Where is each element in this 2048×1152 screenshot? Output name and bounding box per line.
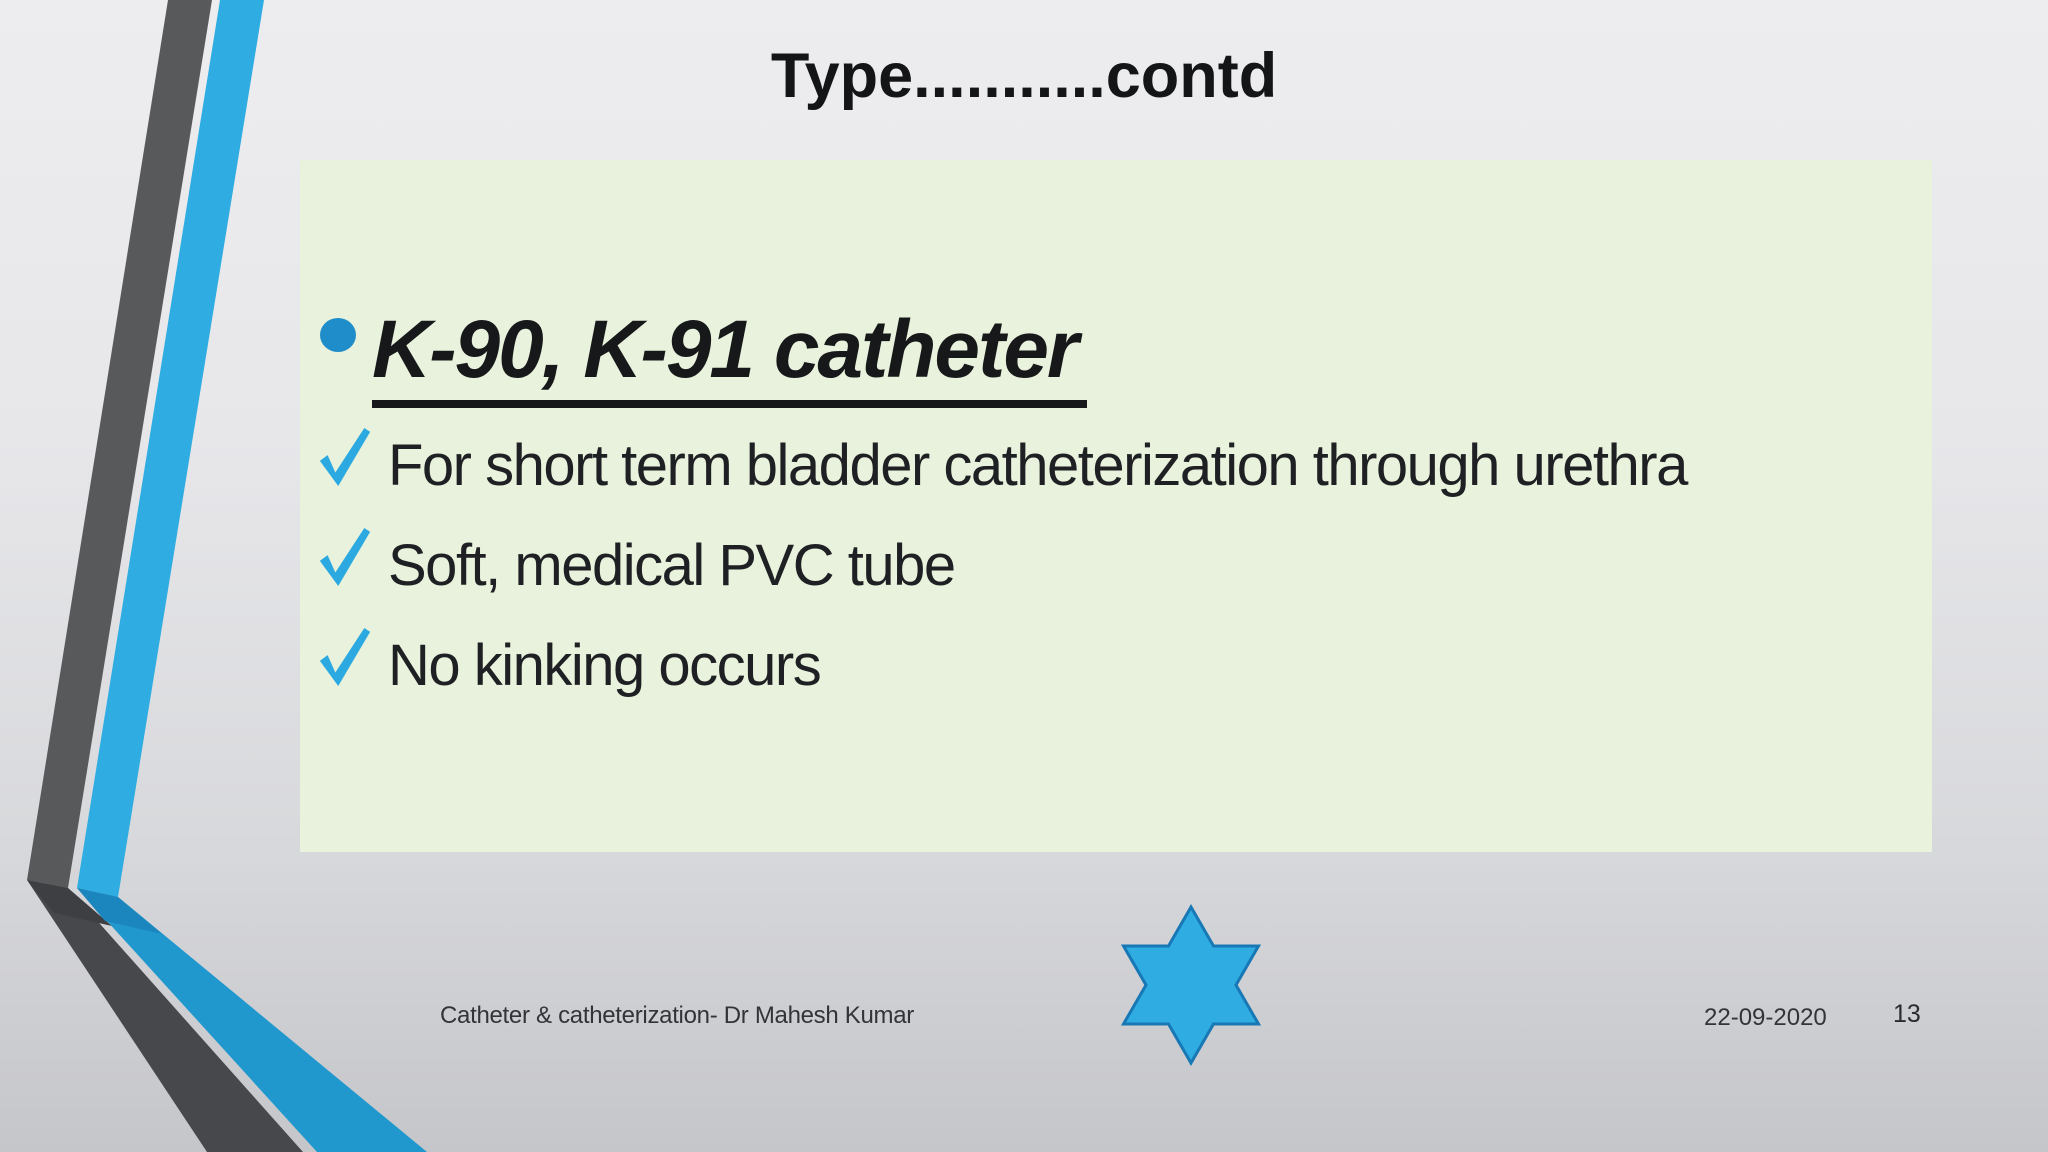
- check-icon: [316, 626, 374, 688]
- content-panel: [300, 160, 1932, 852]
- slide-title: Type...........contd: [770, 41, 1278, 111]
- footer-date: 22-09-2020: [1704, 1004, 1827, 1031]
- slide-number: 13: [1893, 1000, 1921, 1028]
- checklist-item-label: For short term bladder catheterization through urethra: [388, 433, 1687, 498]
- footer-presentation-title: Catheter & catheterization- Dr Mahesh Kumar: [440, 1002, 914, 1029]
- check-icon: [316, 426, 374, 488]
- content-heading: K-90, K-91 catheter: [372, 302, 1087, 408]
- six-pointed-star-icon: [1109, 903, 1273, 1067]
- checklist-item-label: Soft, medical PVC tube: [388, 533, 955, 598]
- checklist-item: [316, 632, 820, 700]
- checklist-item-label: No kinking occurs: [388, 633, 821, 698]
- circle-bullet-icon: [320, 318, 356, 352]
- checklist-item: [316, 432, 1687, 500]
- check-icon: [316, 526, 374, 588]
- checklist-item: [316, 532, 955, 600]
- heading-row: [320, 302, 1087, 408]
